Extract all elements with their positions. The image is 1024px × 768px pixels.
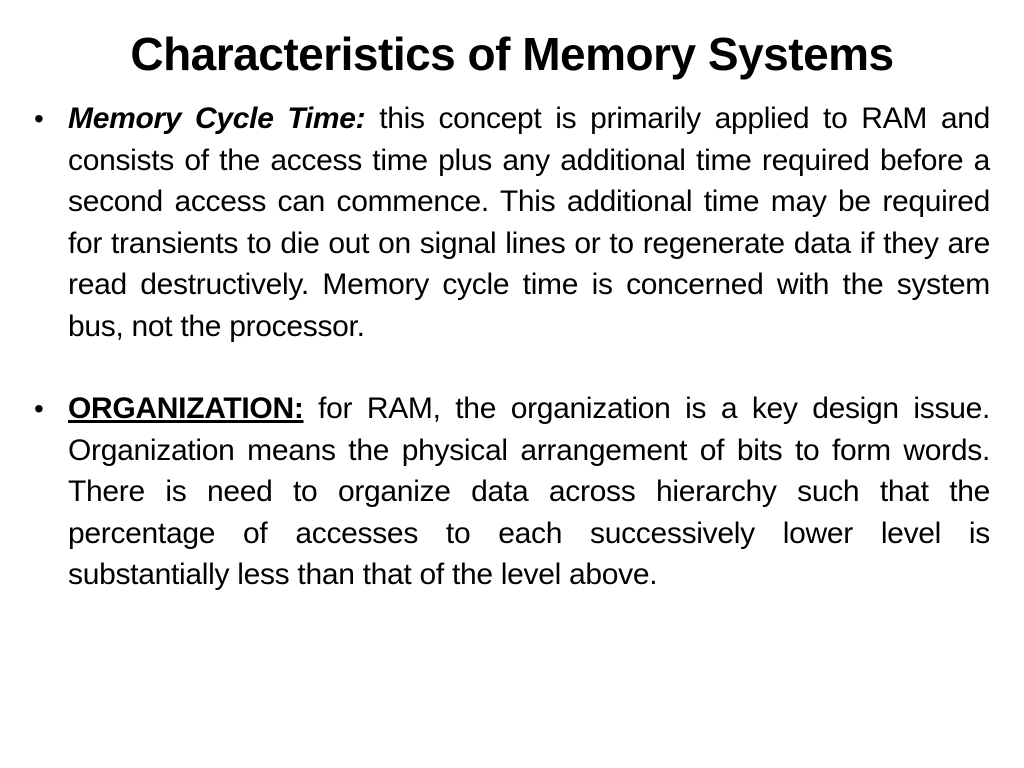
bullet-list [34,98,990,596]
bullet-item-memory-cycle-time [34,98,990,347]
bullet-term: ORGANIZATION: [68,392,304,425]
bullet-dot-icon: • [34,393,44,424]
bullet-item-organization [34,388,990,596]
bullet-text: this concept is primarily applied to RAM and consists of the access time plus any additional time required before a second access can commence. This additional time may be required for transients to die out on signal lines or to regenerate data if they are read destructively. Memory cycle time is concerned with the system bus, not the processor. [68,102,990,343]
bullet-term: Memory Cycle Time: [68,102,366,135]
bullet-text: for RAM, the organization is a key design issue. Organization means the physical arrangement of bits to form words. There is need to organize data across hierarchy such that the percentage of accesses to each successively lower level is substantially less than that of the level above. [68,392,990,591]
bullet-dot-icon: • [34,103,44,134]
slide-title: Characteristics of Memory Systems [130,28,894,80]
